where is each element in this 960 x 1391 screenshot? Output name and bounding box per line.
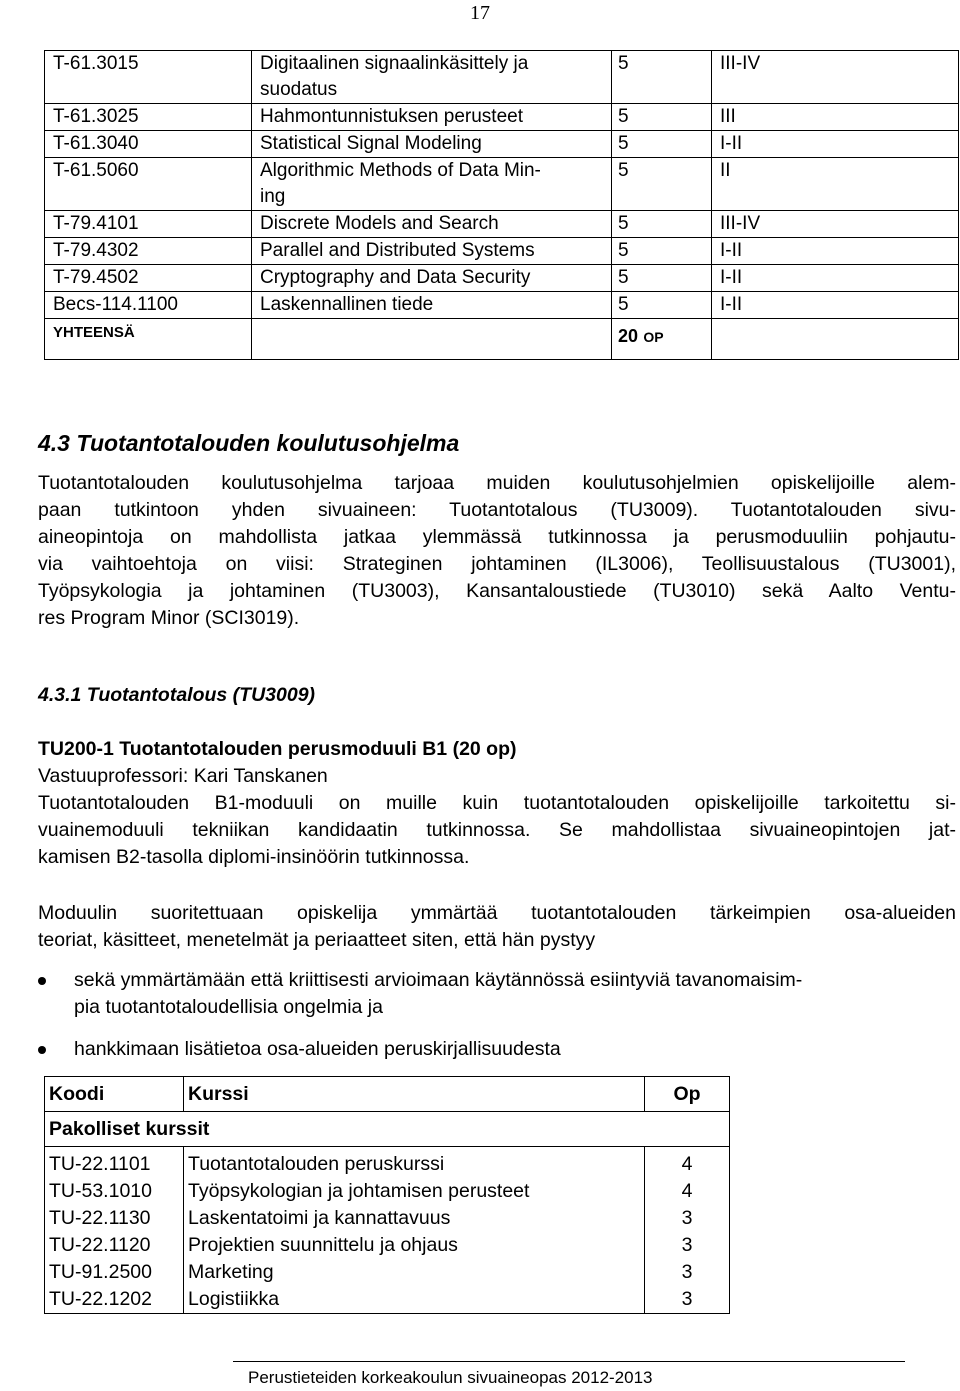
footer-divider — [233, 1361, 905, 1362]
course-period: I-II — [712, 131, 959, 158]
bullet-line: hankkimaan lisätietoa osa-alueiden peruskirjallisuudesta — [74, 1038, 561, 1060]
course-credits: 4 — [681, 1153, 693, 1175]
course-code: TU-91.2500 — [45, 1259, 184, 1286]
page-footer: Perustieteiden korkeakoulun sivuaineopas 2012-2013 — [248, 1368, 653, 1387]
list-item — [38, 1036, 956, 1063]
course-credits: 5 — [612, 104, 712, 131]
table-row — [45, 1205, 730, 1232]
table-row — [45, 1147, 730, 1179]
table-row — [45, 158, 959, 211]
paragraph-line: via vaihtoehtoja on viisi: Strateginen johtaminen (IL3006), Teollisuustalous (TU3001), — [38, 553, 956, 575]
description-line: kamisen B2-tasolla diplomi-insinöörin tutkinnossa. — [38, 846, 470, 868]
bullet-icon — [38, 1046, 46, 1054]
description-line: vuainemoduuli tekniikan kandidaatin tutkinnossa. Se mahdollistaa sivuaineopintojen jat- — [38, 819, 956, 841]
course-name: Laskentatoimi ja kannattavuus — [184, 1205, 645, 1232]
course-code: TU-22.1202 — [45, 1286, 184, 1314]
empty-cell — [712, 319, 959, 360]
header-course: Kurssi — [184, 1077, 645, 1112]
course-period: III-IV — [712, 211, 959, 238]
course-code: T-61.3015 — [45, 51, 252, 104]
course-code: Becs-114.1100 — [45, 292, 252, 319]
course-period: I-II — [712, 238, 959, 265]
paragraph-line: res Program Minor (SCI3019). — [38, 607, 300, 629]
group-label: Pakolliset kurssit — [45, 1112, 730, 1147]
course-period: I-II — [712, 292, 959, 319]
course-period: I-II — [712, 265, 959, 292]
page-number: 17 — [470, 2, 490, 24]
group-row — [45, 1112, 730, 1147]
empty-cell — [252, 319, 612, 360]
course-credits: 5 — [612, 238, 712, 265]
course-credits: 5 — [612, 131, 712, 158]
outcome-bullets — [38, 1036, 956, 1063]
course-period: III-IV — [712, 51, 959, 104]
course-credits: 5 — [612, 292, 712, 319]
course-period: II — [712, 158, 959, 211]
table-row — [45, 265, 959, 292]
section-heading: 4.3 Tuotantotalouden koulutusohjelma — [38, 430, 460, 456]
course-code: T-61.5060 — [45, 158, 252, 211]
course-code: TU-22.1120 — [45, 1232, 184, 1259]
course-credits: 5 — [612, 51, 712, 104]
paragraph-line: paan tutkintoon yhden sivuaineen: Tuotantotalous (TU3009). Tuotantotalouden sivu- — [38, 499, 956, 521]
list-item — [38, 967, 956, 1021]
course-credits: 3 — [681, 1234, 693, 1256]
paragraph-line: Työpsykologia ja johtaminen (TU3003), Kansantaloustiede (TU3010) sekä Aalto Ventu- — [38, 580, 956, 602]
course-code: T-61.3040 — [45, 131, 252, 158]
course-name: Projektien suunnittelu ja ohjaus — [184, 1232, 645, 1259]
course-name: Digitaalinen signaalinkäsittely ja suodatus — [252, 51, 612, 104]
table-row — [45, 1286, 730, 1314]
table-row — [45, 1259, 730, 1286]
course-code: TU-22.1130 — [45, 1205, 184, 1232]
course-period: III — [712, 104, 959, 131]
required-courses-table — [44, 1076, 730, 1314]
course-name: Discrete Models and Search — [252, 211, 612, 238]
course-credits: 3 — [681, 1261, 693, 1283]
outcome-bullets — [38, 967, 956, 1021]
bullet-line: sekä ymmärtämään että kriittisesti arvioimaan käytännössä esiintyviä tavanomaisim- — [74, 969, 803, 991]
total-unit: OP — [643, 329, 664, 345]
table-row — [45, 51, 959, 104]
paragraph-line: aineopintoja on mahdollista jatkaa ylemmässä tutkinnossa ja perusmoduuliin pohjautu- — [38, 526, 956, 548]
table-row — [45, 1232, 730, 1259]
course-name: Laskennallinen tiede — [252, 292, 612, 319]
header-code: Koodi — [45, 1077, 184, 1112]
course-credits: 3 — [645, 1286, 730, 1314]
course-code: TU-53.1010 — [45, 1178, 184, 1205]
course-credits: 5 — [612, 265, 712, 292]
course-name: Parallel and Distributed Systems — [252, 238, 612, 265]
course-code: T-79.4302 — [45, 238, 252, 265]
total-label-cell — [45, 319, 252, 360]
course-code: TU-22.1101 — [45, 1147, 184, 1179]
table-row — [45, 238, 959, 265]
course-code: T-79.4101 — [45, 211, 252, 238]
table-row — [45, 104, 959, 131]
course-code: T-61.3025 — [45, 104, 252, 131]
table-row — [45, 292, 959, 319]
module-title: TU200-1 Tuotantotalouden perusmoduuli B1 (20 op) — [38, 738, 517, 760]
course-name: Statistical Signal Modeling — [252, 131, 612, 158]
course-name: Tuotantotalouden peruskurssi — [184, 1147, 645, 1179]
paragraph-line: Tuotantotalouden koulutusohjelma tarjoaa muiden koulutusohjelmien opiskelijoille alem- — [38, 472, 956, 494]
bullet-icon — [38, 977, 46, 985]
course-credits: 3 — [681, 1207, 693, 1229]
section-paragraph — [38, 470, 956, 632]
table-header-row — [45, 1077, 730, 1112]
total-value: 20 — [618, 326, 639, 346]
table-row — [45, 211, 959, 238]
table-row — [45, 1178, 730, 1205]
course-name: Marketing — [184, 1259, 645, 1286]
course-credits: 5 — [612, 211, 712, 238]
header-credits: Op — [645, 1077, 730, 1112]
module-description — [38, 736, 956, 871]
total-credits-cell — [612, 319, 712, 360]
subsection-heading: 4.3.1 Tuotantotalous (TU3009) — [38, 684, 316, 706]
course-code: T-79.4502 — [45, 265, 252, 292]
course-name: Työpsykologian ja johtamisen perusteet — [184, 1178, 645, 1205]
outcome-line: teoriat, käsitteet, menetelmät ja periaatteet siten, että hän pystyy — [38, 929, 596, 951]
outcome-line: Moduulin suoritettuaan opiskelija ymmärtää tuotantotalouden tärkeimpien osa-alueiden — [38, 902, 956, 924]
course-name: Algorithmic Methods of Data Min- ing — [252, 158, 612, 211]
course-name: Hahmontunnistuksen perusteet — [252, 104, 612, 131]
course-credits: 5 — [612, 158, 712, 211]
bullet-line: pia tuotantotaloudellisia ongelmia ja — [74, 996, 383, 1018]
table-row — [45, 131, 959, 158]
learning-outcomes — [38, 900, 956, 954]
course-credits: 4 — [681, 1180, 693, 1202]
total-row — [45, 319, 959, 360]
total-label: YHTEENSÄ — [53, 324, 135, 341]
course-name: Logistiikka — [184, 1286, 645, 1314]
course-name: Cryptography and Data Security — [252, 265, 612, 292]
description-line: Tuotantotalouden B1-moduuli on muille kuin tuotantotalouden opiskelijoille tarkoitettu si- — [38, 792, 956, 814]
responsible-professor: Vastuuprofessori: Kari Tanskanen — [38, 765, 328, 787]
course-list-table — [44, 50, 959, 360]
